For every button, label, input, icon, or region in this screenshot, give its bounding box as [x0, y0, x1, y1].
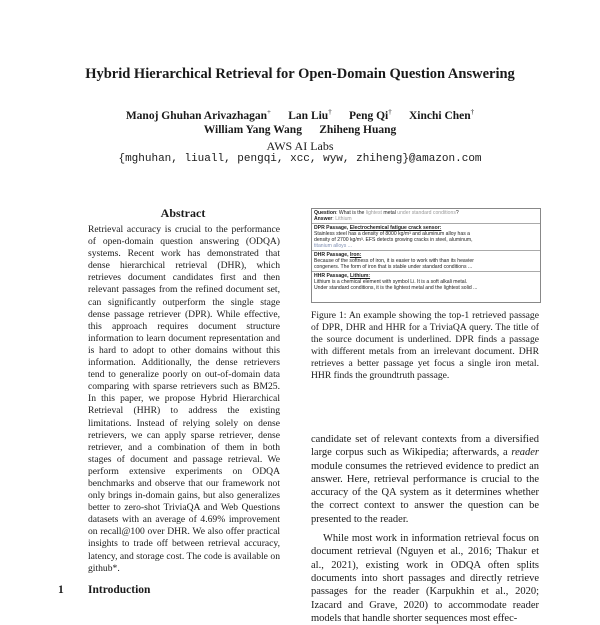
figure-1-caption: Figure 1: An example showing the top-1 retrieved passage of DPR, DHR and HHR for a TriviaQA query. The title of the source document is underlined. DPR finds a passage with different metals from an irrelevant document. DHR retrieves a better passage yet focus a single iron metal. HHR finds the groundtruth passage. — [311, 310, 539, 382]
hhr-line: Under standard conditions, it is the lightest metal and the lightest solid ... — [314, 285, 478, 292]
dhr-head: DHR Passage, — [314, 251, 350, 258]
author-name: Xinchi Chen — [409, 109, 471, 122]
author-mark: † — [388, 108, 392, 116]
author-name: William Yang Wang — [203, 124, 302, 136]
question-label: Question — [314, 210, 337, 216]
dpr-line: density of 2700 kg/m³. EFS detects growing cracks in steel, aluminum, — [314, 237, 473, 244]
question-mid: metal — [381, 210, 398, 216]
body-paragraph: While most work in information retrieval focus on document retrieval (Nguyen et al., 2016; Thakur et al., 2021), existing work in ODQA often splits documents into short passages and directly retrieve passages for the reader (Karpukhin et al., 2020; Izacard and Grave, 2020) to accommodate reader models that handle shorter sequences most effec- — [311, 533, 539, 624]
dhr-line: Because of the softness of iron, it is easier to work with than its heavier — [314, 258, 474, 265]
author-name: Lan Liu — [288, 109, 329, 122]
figure-dpr-block — [312, 223, 540, 250]
figure-1-example-box — [311, 208, 541, 303]
body-text-span: candidate set of relevant contexts from a diversified large corpus such as Wikipedia; afterwards, a — [311, 434, 539, 459]
question-text: : What is the — [336, 210, 366, 216]
answer-label: Answer — [314, 216, 333, 223]
figure-question-block — [312, 209, 540, 223]
author-name: Peng Qi — [348, 109, 389, 122]
affiliation: AWS AI Labs — [266, 139, 334, 153]
author-name: Zhiheng Huang — [319, 124, 397, 136]
author-mark: † — [328, 108, 332, 116]
introduction-body — [311, 433, 539, 625]
section-title: Introduction — [88, 584, 151, 596]
abstract-text: Retrieval accuracy is crucial to the performance of open-domain question answering (ODQA) systems. Recent work has demonstrated that dense hierarchical retrieval (DHR), which retrieves document candidates first and then relevant passages from the refined document set, can significantly outperform the single stage dense passage retriever (DPR). While effective, this approach requires document structure information to learn document representation and is hard to adopt to other domains without this information. Additionally, the dense retrievers tend to generalize poorly on out-of-domain data comparing with sparse retrievers such as BM25. In this paper, we propose Hybrid Hierarchical Retrieval (HHR) to address the existing limitations. Instead of relying solely on dense retrievers, we can apply sparse retriever, dense retriever, and a combination of them in both stages of document and passage retrieval. We perform extensive experiments on ODQA benchmarks and observe that our framework not only brings in-domain gains, but also generalizes better to zero-shot TriviaQA and Web Questions datasets with an average of 4.69% improvement on recall@100 over DHR. We also offer practical insights to trade off between retrieval accuracy, latency, and storage cost. The code is available on github*. — [88, 224, 280, 574]
body-paragraph — [311, 433, 539, 526]
author-line-2 — [0, 124, 600, 136]
author-emails: {mghuhan, liuall, pengqi, xcc, wyw, zhiheng}@amazon.com — [118, 153, 482, 165]
author-line-1 — [0, 108, 600, 122]
author-name: Manoj Ghuhan Arivazhagan — [125, 109, 268, 122]
question-end: ? — [455, 210, 459, 216]
section-number: 1 — [58, 584, 64, 596]
body-text-span: module consumes the retrieved evidence to predict an answer. Here, retrieval performance is crucial to the accuracy of the QA system as it determines whether the correct context to answer the question can be presented to the reader. — [311, 460, 539, 525]
author-mark: + — [267, 108, 271, 116]
question-highlight: lightest — [365, 210, 382, 216]
dpr-head: DPR Passage, — [314, 224, 350, 231]
answer-text: : Lithium — [332, 216, 352, 223]
dhr-line: congeners. The form of iron that is stable under standard conditions ... — [314, 264, 473, 271]
abstract-heading: Abstract — [160, 206, 206, 220]
dhr-title: Iron: — [349, 251, 362, 258]
dpr-line: titanium alloys ... — [314, 243, 352, 250]
hhr-head: HHR Passage, — [314, 272, 350, 279]
hhr-title: Lithium: — [349, 272, 371, 279]
question-underlined: under standard conditions — [397, 210, 456, 216]
figure-dhr-block — [312, 250, 540, 271]
body-italic-term: reader — [511, 447, 539, 459]
hhr-line: Lithium is a chemical element with symbol Li. It is a soft alkali metal. — [314, 278, 468, 285]
section-heading-introduction — [58, 584, 150, 596]
dpr-title: Electrochemical fatigue crack sensor: — [349, 224, 442, 231]
paper-title: Hybrid Hierarchical Retrieval for Open-Domain Question Answering — [85, 66, 515, 82]
dpr-line: Stainless steel has a density of 8000 kg/m³ and aluminum alloy has a — [314, 230, 471, 237]
figure-hhr-block — [312, 271, 540, 292]
author-mark: † — [470, 108, 475, 116]
